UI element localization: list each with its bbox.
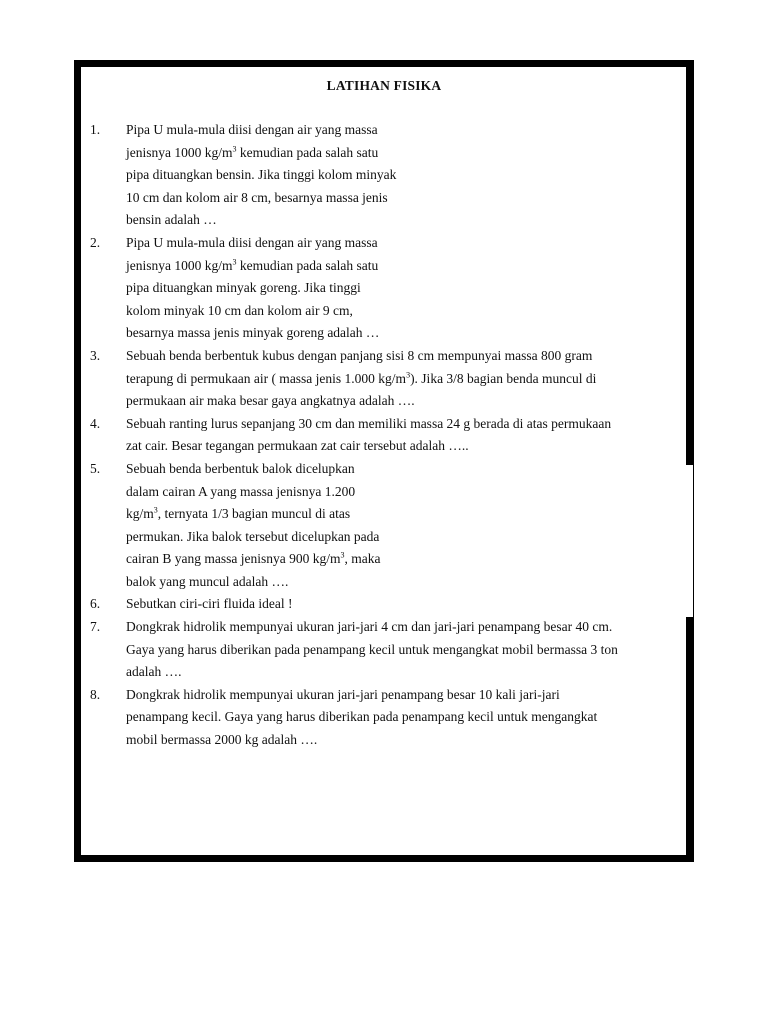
question-text-line: penampang kecil. Gaya yang harus diberikan pada penampang kecil untuk mengangkat — [126, 709, 598, 725]
text-segment: kg/m — [126, 506, 154, 522]
question-text-line: pipa dituangkan bensin. Jika tinggi kolom minyak — [126, 167, 397, 183]
question-text-line: bensin adalah … — [126, 212, 217, 228]
superscript-exponent: 3 — [153, 505, 158, 515]
superscript-exponent: 3 — [232, 144, 237, 154]
question-text-line: Sebutkan ciri-ciri fluida ideal ! — [126, 596, 293, 612]
question-text-line: Dongkrak hidrolik mempunyai ukuran jari-jari penampang besar 10 kali jari-jari — [126, 686, 560, 702]
page-title: LATIHAN FISIKA — [326, 78, 442, 93]
text-segment: ). Jika 3/8 bagian benda muncul di — [410, 370, 597, 386]
question-text-line — [126, 503, 680, 526]
question-text-line: permukan. Jika balok tersebut dicelupkan pada — [126, 528, 380, 544]
text-segment: kemudian pada salah satu — [236, 144, 379, 160]
text-segment: jenisnya 1000 kg/m — [126, 257, 233, 273]
text-segment: cairan B yang massa jenisnya 900 kg/m — [126, 551, 341, 567]
question-text-line: Sebuah ranting lurus sepanjang 30 cm dan memiliki massa 24 g berada di atas permukaan — [126, 415, 612, 431]
question-number: 6. — [90, 596, 101, 612]
question-item — [90, 684, 680, 752]
question-item — [90, 232, 680, 345]
text-segment: jenisnya 1000 kg/m — [126, 144, 233, 160]
text-segment: terapung di permukaan air ( massa jenis 1.000 kg/m — [126, 370, 407, 386]
question-text-line: Dongkrak hidrolik mempunyai ukuran jari-jari 4 cm dan jari-jari penampang besar 40 cm. — [126, 619, 613, 635]
superscript-exponent: 3 — [340, 550, 345, 560]
question-list — [90, 119, 680, 752]
question-text-line: besarnya massa jenis minyak goreng adalah … — [126, 325, 380, 341]
question-item — [90, 616, 680, 684]
text-segment: kemudian pada salah satu — [236, 257, 379, 273]
question-text-line: permukaan air maka besar gaya angkatnya adalah …. — [126, 393, 415, 409]
question-text-line — [126, 142, 680, 165]
question-text-line: Sebuah benda berbentuk kubus dengan panjang sisi 8 cm mempunyai massa 800 gram — [126, 347, 593, 363]
question-text-line: Pipa U mula-mula diisi dengan air yang massa — [126, 122, 378, 137]
question-text-line: 10 cm dan kolom air 8 cm, besarnya massa jenis — [126, 189, 388, 205]
question-text-line — [126, 255, 680, 278]
question-text-line: adalah …. — [126, 664, 182, 680]
question-item — [90, 345, 680, 413]
superscript-exponent: 3 — [406, 370, 411, 380]
question-text-line: Pipa U mula-mula diisi dengan air yang massa — [126, 234, 378, 250]
border-gap — [686, 465, 693, 617]
text-segment: , ternyata 1/3 bagian muncul di atas — [157, 506, 351, 522]
question-text-line: Sebuah benda berbentuk balok dicelupkan — [126, 460, 355, 476]
question-text-line: balok yang muncul adalah …. — [126, 573, 289, 589]
question-text-line: zat cair. Besar tegangan permukaan zat cair tersebut adalah ….. — [126, 438, 469, 454]
text-segment: , maka — [344, 551, 381, 567]
question-item — [90, 119, 680, 232]
question-text-line: dalam cairan A yang massa jenisnya 1.200 — [126, 483, 356, 499]
question-text-line: mobil bermassa 2000 kg adalah …. — [126, 732, 318, 748]
question-text-line — [126, 548, 680, 571]
question-number: 7. — [90, 619, 101, 635]
question-number: 4. — [90, 415, 101, 431]
question-item — [90, 593, 680, 616]
question-text-line: pipa dituangkan minyak goreng. Jika tinggi — [126, 280, 361, 296]
superscript-exponent: 3 — [232, 257, 237, 267]
question-item — [90, 458, 680, 594]
question-text-line: kolom minyak 10 cm dan kolom air 9 cm, — [126, 302, 353, 318]
question-number: 3. — [90, 347, 101, 363]
question-item — [90, 413, 680, 458]
question-number: 5. — [90, 460, 101, 476]
question-text-line — [126, 368, 680, 391]
question-number: 8. — [90, 686, 101, 702]
question-number: 2. — [90, 234, 101, 250]
question-text-line: Gaya yang harus diberikan pada penampang kecil untuk mengangkat mobil bermassa 3 ton — [126, 641, 618, 657]
question-number: 1. — [90, 122, 101, 137]
